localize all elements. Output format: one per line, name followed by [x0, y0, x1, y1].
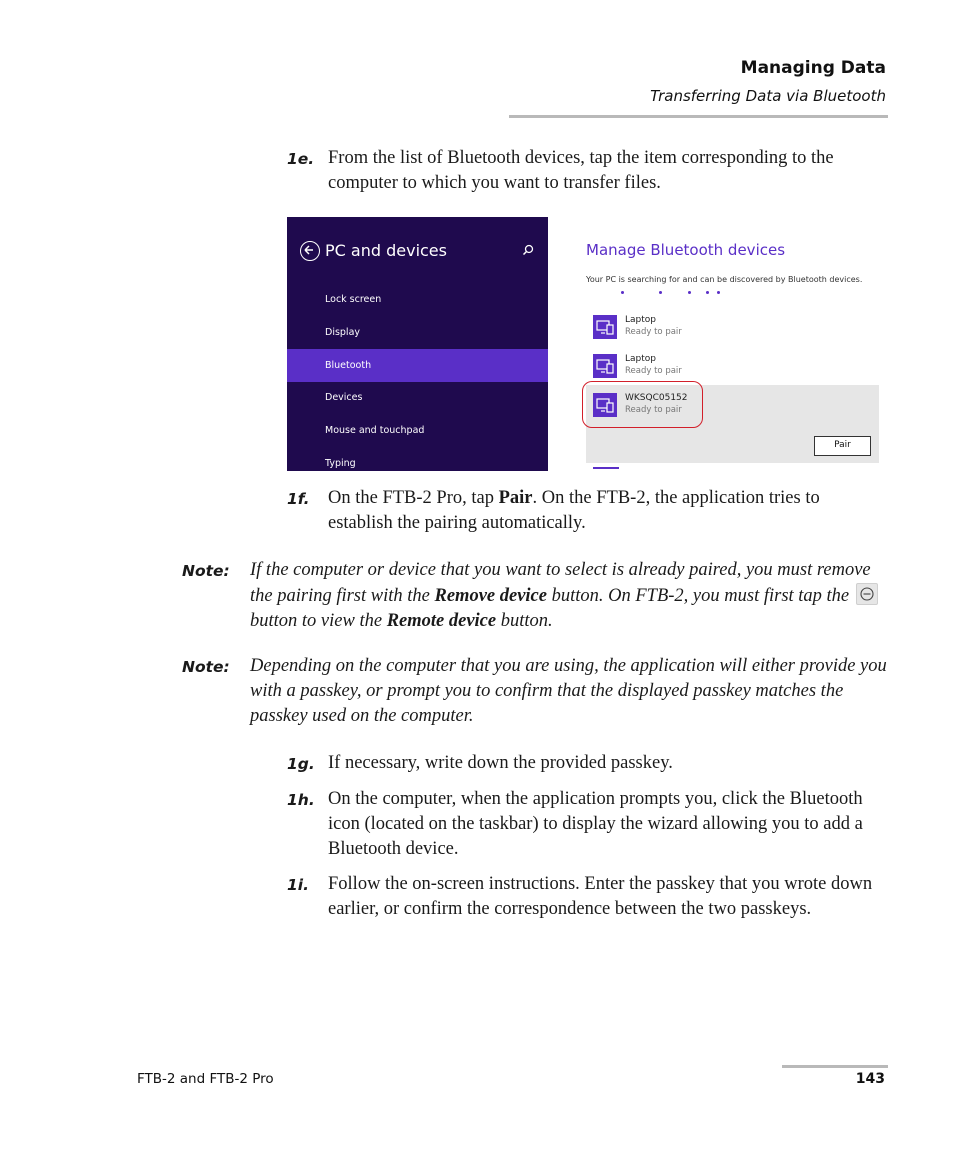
- bluetooth-settings-screenshot: [287, 217, 880, 471]
- device-item[interactable]: [586, 310, 876, 348]
- remove-device-term: Remove device: [434, 586, 547, 606]
- device-name: Laptop: [625, 354, 656, 364]
- note-label: Note:: [182, 562, 230, 580]
- device-status: Ready to pair: [625, 327, 682, 337]
- step-number: 1g.: [287, 755, 315, 773]
- note-label: Note:: [182, 658, 230, 676]
- menu-item-display[interactable]: Display: [325, 327, 361, 338]
- step-text: [328, 486, 883, 536]
- chapter-title: Managing Data: [740, 58, 886, 78]
- progress-dot: [659, 291, 662, 294]
- device-status: Ready to pair: [625, 366, 682, 376]
- search-icon[interactable]: [522, 244, 534, 256]
- text-run: button.: [496, 611, 553, 631]
- selection-highlight-ring: [582, 381, 703, 428]
- device-name: WKSQC05152: [625, 393, 688, 403]
- menu-item-devices[interactable]: Devices: [325, 392, 363, 403]
- panel-title: Manage Bluetooth devices: [586, 241, 786, 259]
- pc-settings-sidebar: [287, 217, 548, 471]
- text-run: On the FTB-2 Pro, tap: [328, 488, 499, 508]
- device-status: Ready to pair: [625, 405, 682, 415]
- menu-item-lock-screen[interactable]: Lock screen: [325, 294, 382, 305]
- menu-item-mouse-touchpad[interactable]: Mouse and touchpad: [325, 425, 425, 436]
- header-rule: [509, 115, 888, 118]
- step-text: If necessary, write down the provided passkey.: [328, 753, 673, 773]
- pair-term: Pair: [498, 488, 533, 508]
- scroll-indicator: [593, 467, 619, 469]
- step-number: 1h.: [287, 791, 315, 809]
- progress-dot: [621, 291, 624, 294]
- step-number: 1f.: [287, 490, 310, 508]
- text-run: . On the FTB-2, the application tries to establish the pairing automatically.: [328, 488, 820, 533]
- note-text: Depending on the computer that you are using, the application will either provide you with a passkey, or prompt you to confirm that the displayed passkey matches the passkey used on the computer.: [250, 656, 887, 726]
- device-name: Laptop: [625, 315, 656, 325]
- step-text: From the list of Bluetooth devices, tap the item corresponding to the computer to which you want to transfer files.: [328, 148, 834, 193]
- sidebar-title: PC and devices: [325, 241, 447, 260]
- remote-device-term: Remote device: [386, 611, 497, 631]
- minus-circle-icon: [856, 583, 878, 605]
- footer-product: FTB-2 and FTB-2 Pro: [137, 1071, 274, 1087]
- panel-status: Your PC is searching for and can be discovered by Bluetooth devices.: [586, 275, 863, 284]
- bluetooth-panel: [548, 217, 880, 471]
- note-text: [250, 558, 890, 634]
- text-run: button. On FTB-2, you must first tap the: [546, 586, 854, 606]
- page-number: 143: [855, 1071, 885, 1087]
- progress-dot: [706, 291, 709, 294]
- menu-item-bluetooth[interactable]: Bluetooth: [287, 349, 548, 382]
- pair-button[interactable]: Pair: [814, 436, 871, 456]
- computer-device-icon: [593, 315, 617, 339]
- step-text: On the computer, when the application prompts you, click the Bluetooth icon (located on the taskbar) to display the wizard allowing you to add a Bluetooth device.: [328, 789, 863, 859]
- text-run: If the computer or device that you want to select is already paired, you must remove the pairing first with the: [250, 560, 871, 606]
- progress-dot: [717, 291, 720, 294]
- step-number: 1i.: [287, 876, 309, 894]
- text-run: button to view the: [250, 611, 387, 631]
- step-number: 1e.: [287, 150, 315, 168]
- menu-item-typing[interactable]: Typing: [325, 458, 356, 469]
- step-text: Follow the on-screen instructions. Enter the passkey that you wrote down earlier, or confirm the correspondence between the two passkeys.: [328, 874, 873, 919]
- computer-device-icon: [593, 354, 617, 378]
- section-subtitle: Transferring Data via Bluetooth: [650, 87, 886, 105]
- footer-rule: [782, 1065, 888, 1068]
- progress-dot: [688, 291, 691, 294]
- back-arrow-icon[interactable]: [300, 241, 320, 261]
